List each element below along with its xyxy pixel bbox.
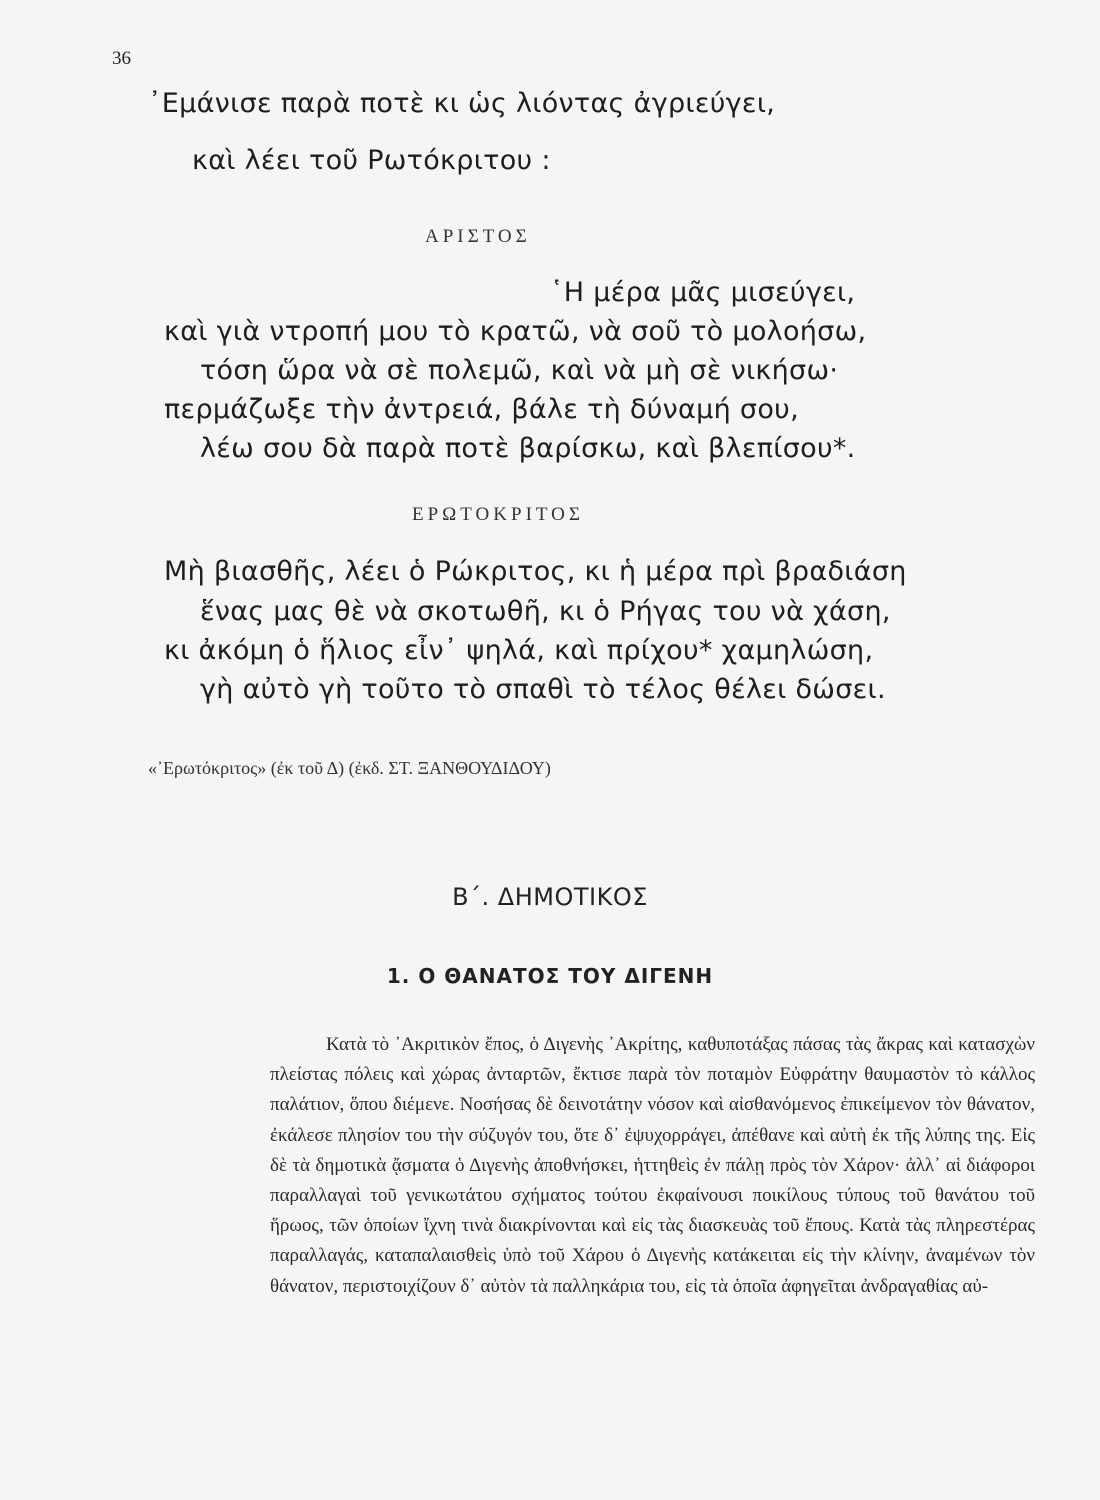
section-heading: Β΄. ΔΗΜΟΤΙΚΟΣ bbox=[452, 883, 648, 911]
verse-line-6: περμάζωξε τὴν ἀντρειά, βάλε τὴ δύναμή σου, bbox=[164, 394, 799, 425]
verse-line-2: καὶ λέει τοῦ Ρωτόκριτου : bbox=[192, 145, 551, 176]
speaker-erotokritos: ΕΡΩΤΟΚΡΙΤΟΣ bbox=[412, 504, 584, 525]
speaker-aristos: ΑΡΙΣΤΟΣ bbox=[425, 226, 531, 247]
verse-line-10: κι ἀκόμη ὁ ἥλιος εἶν᾿ ψηλά, καὶ πρίχου* χαμηλώση, bbox=[164, 635, 874, 666]
verse-line-4: καὶ γιὰ ντροπή μου τὸ κρατῶ, νὰ σοῦ τὸ μολοήσω, bbox=[164, 316, 867, 347]
intro-paragraph-block bbox=[270, 1030, 1035, 1302]
source-citation: «᾿Ερωτόκριτος» (ἐκ τοῦ Δ) (ἐκδ. ΣΤ. ΞΑΝΘΟΥΔΙΔΟΥ) bbox=[148, 758, 551, 778]
poem-title: 1. Ο ΘΑΝΑΤΟΣ ΤΟΥ ΔΙΓΕΝΗ bbox=[386, 964, 714, 988]
verse-line-7: λέω σου δὰ παρὰ ποτὲ βαρίσκω, καὶ βλεπίσου*. bbox=[200, 433, 856, 464]
verse-line-9: ἕνας μας θὲ νὰ σκοτωθῆ, κι ὁ Ρήγας του νὰ χάση, bbox=[200, 596, 891, 627]
page-number: 36 bbox=[112, 48, 131, 69]
verse-line-11: γὴ αὐτὸ γὴ τοῦτο τὸ σπαθὶ τὸ τέλος θέλει δώσει. bbox=[200, 674, 886, 705]
verse-line-5: τόση ὥρα νὰ σὲ πολεμῶ, καὶ νὰ μὴ σὲ νικήσω· bbox=[200, 355, 839, 386]
verse-line-8: Μὴ βιασθῆς, λέει ὁ Ρώκριτος, κι ἡ μέρα πρὶ βραδιάση bbox=[164, 556, 907, 587]
verse-line-3: ῾Η μέρα μᾶς μισεύγει, bbox=[550, 277, 856, 308]
intro-paragraph: Κατὰ τὸ ᾿Ακριτικὸν ἔπος, ὁ Διγενὴς ᾿Ακρίτης, καθυποτάξας πάσας τὰς ἄκρας καὶ κατασχὼν πλείστας πόλεις καὶ χώρας ἀνταρτῶν, ἔκτισε παρὰ τὸν ποταμὸν Εὐφράτην θαυμαστὸν τὸ κάλλος παλάτιον, ὅπου διέμενε. Νοσήσας δὲ δεινοτάτην νόσον καὶ αἰσθανόμενος ἐπικείμενον τὸν θάνατον, ἐκάλεσε πλησίον του τὴν σύζυγόν του, ὅτε δ᾿ ἐψυχορράγει, ἀπέθανε καὶ αὐτὴ ἐκ τῆς λύπης της. Εἰς δὲ τὰ δημοτικὰ ᾄσματα ὁ Διγενὴς ἀποθνήσκει, ἡττηθεὶς ἐν πάλῃ πρὸς τὸν Χάρον· ἀλλ᾿ αἱ διάφοροι παραλλαγαὶ τοῦ γενικωτάτου σχήματος τούτου ἐκφαίνουσι ποικίλους τύπους τοῦ θανάτου τοῦ ἥρωος, τῶν ὁποίων ἴχνη τινὰ διακρίνονται καὶ εἰς τὰς διασκευὰς τοῦ ἔπους. Κατὰ τὰς πληρεστέρας παραλλαγάς, καταπαλαισθεὶς ὑπὸ τοῦ Χάρου ὁ Διγενὴς κατάκειται εἰς τὴν κλίνην, ἀναμένων τὸν θάνατον, περιστοιχίζουν δ᾿ αὐτὸν τὰ παλληκάρια του, εἰς τὰ ὁποῖα ἀφηγεῖται ἀνδραγαθίας αὐ- bbox=[270, 1034, 1035, 1297]
verse-line-1: ᾿Εμάνισε παρὰ ποτὲ κι ὡς λιόντας ἀγριεύγει, bbox=[148, 88, 776, 119]
